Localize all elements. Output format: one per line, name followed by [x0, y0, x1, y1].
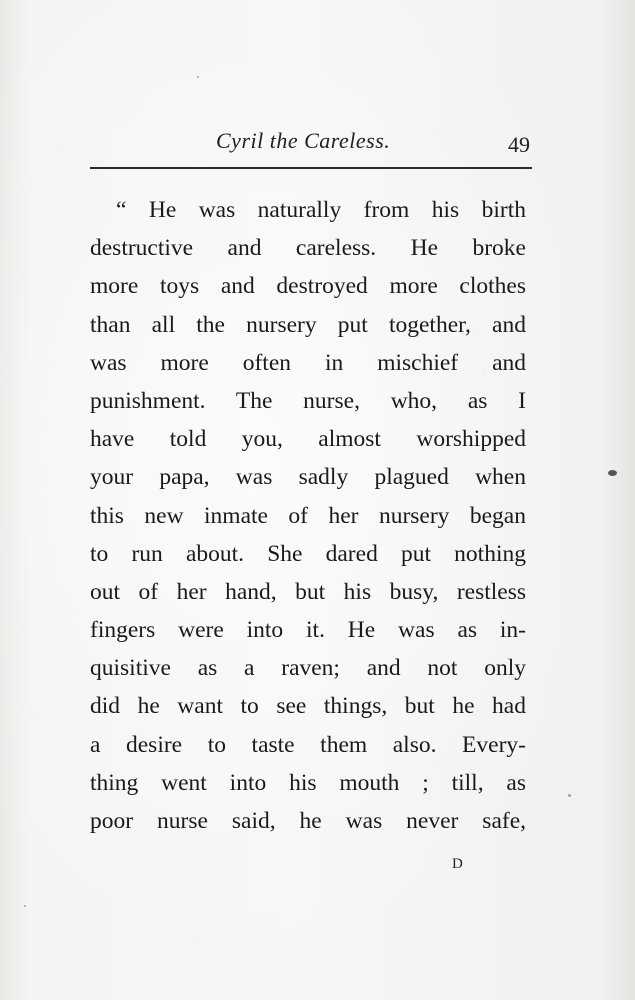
text-line: fingers were into it. He was as in- — [90, 617, 526, 644]
body-text — [90, 191, 526, 840]
text-line: poor nurse said, he was never safe, — [90, 808, 526, 834]
text-line: did he want to see things, but he had — [90, 693, 526, 720]
text-line: thing went into his mouth ; till, as — [90, 769, 526, 796]
paper-speck — [568, 794, 571, 797]
text-line: quisitive as a raven; and not only — [90, 655, 526, 682]
text-line: destructive and careless. He broke — [90, 235, 526, 262]
text-line: “ He was naturally from his birth — [116, 197, 526, 223]
signature-mark: D — [452, 856, 464, 872]
text-line: to run about. She dared put nothing — [90, 540, 526, 567]
text-line: punishment. The nurse, who, as I — [90, 387, 526, 414]
running-head — [90, 128, 530, 158]
running-title: Cyril the Careless. — [216, 128, 391, 153]
paper-speck — [24, 905, 26, 907]
text-line: your papa, was sadly plagued when — [90, 464, 526, 491]
header-rule — [90, 167, 532, 169]
text-line: a desire to taste them also. Every- — [90, 731, 526, 758]
text-line: than all the nursery put together, and — [90, 311, 526, 338]
text-line: have told you, almost worshipped — [90, 426, 526, 453]
paper-speck — [197, 76, 199, 78]
text-line: out of her hand, but his busy, restless — [90, 578, 526, 605]
text-line: this new inmate of her nursery began — [90, 502, 526, 529]
page-number: 49 — [508, 132, 530, 157]
text-line: more toys and destroyed more clothes — [90, 273, 526, 300]
text-line: was more often in mischief and — [90, 349, 526, 376]
paper-speck — [608, 470, 617, 476]
